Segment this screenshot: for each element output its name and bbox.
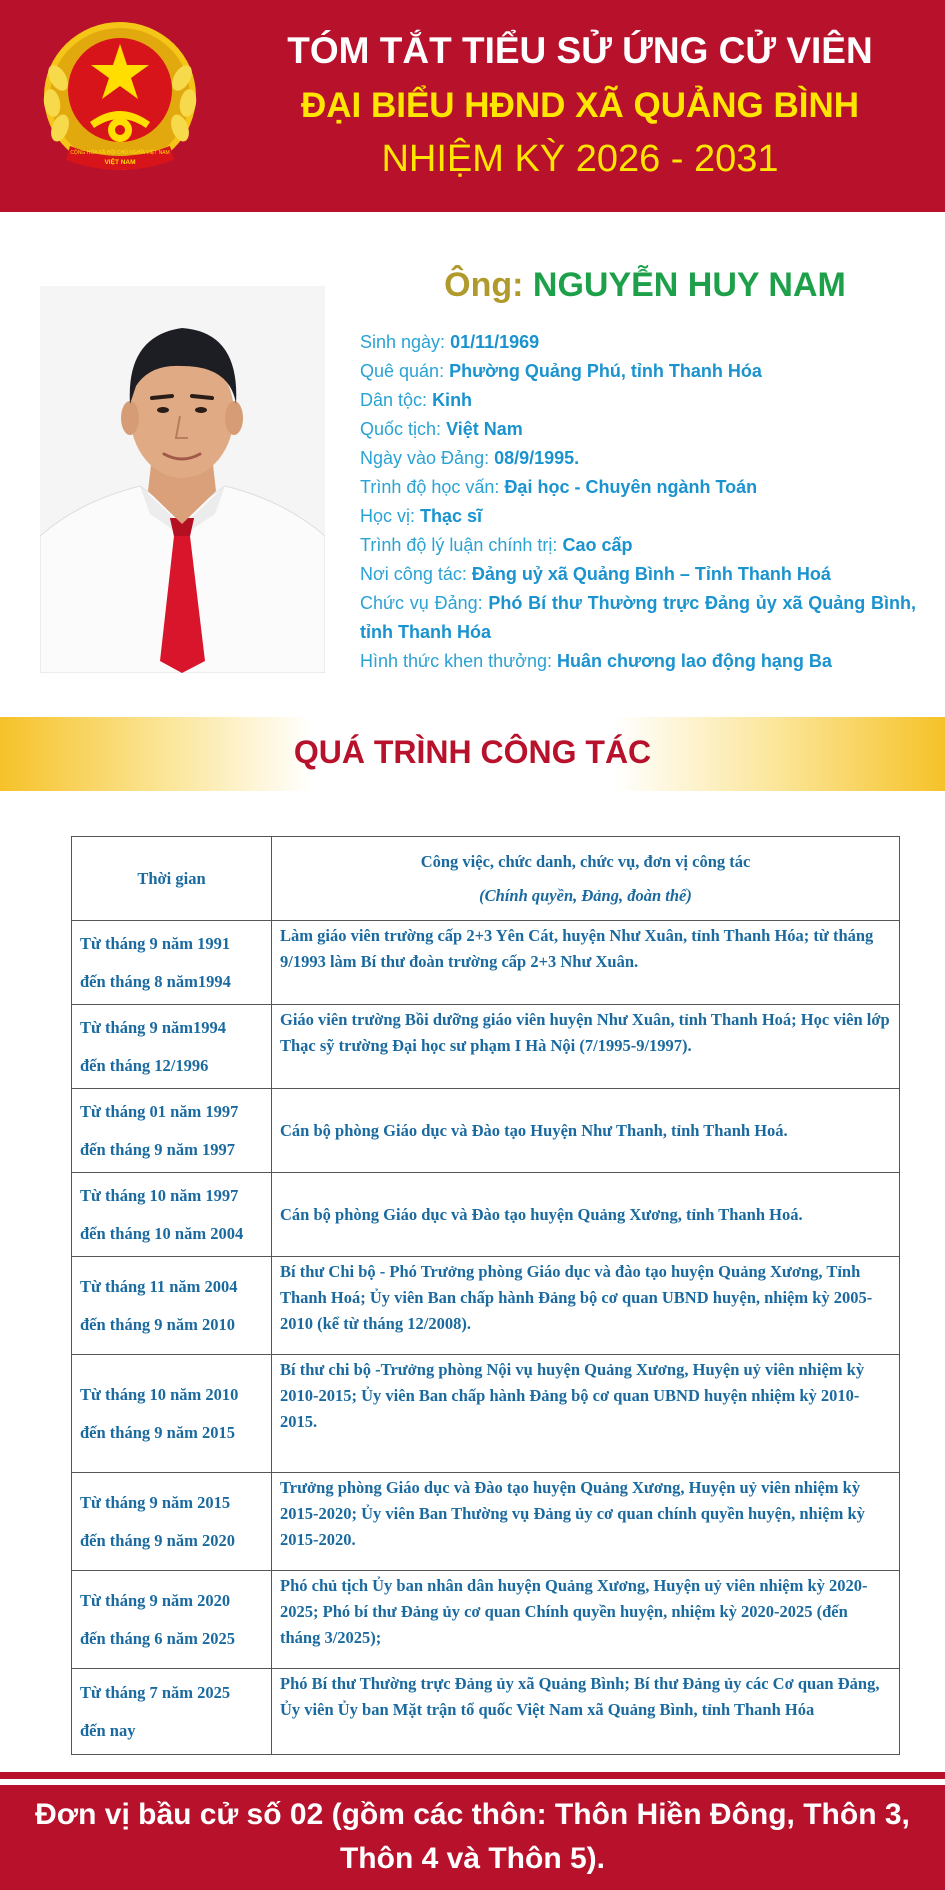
info-political-theory: Trình độ lý luận chính trị: Cao cấp bbox=[360, 535, 633, 555]
candidate-name: NGUYỄN HUY NAM bbox=[532, 266, 846, 304]
candidate-title: Ông: bbox=[444, 266, 524, 304]
table-row bbox=[72, 1005, 900, 1089]
row-time: Từ tháng 10 năm 1997 đến tháng 10 năm 2004 bbox=[72, 1173, 272, 1257]
row-desc: Trưởng phòng Giáo dục và Đào tạo huyện Quảng Xương, Huyện uỷ viên nhiệm kỳ 2015-2020; Ủy viên Ban Thường vụ Đảng ủy cơ quan chính quyền huyện, nhiệm kỳ 2015-2020. bbox=[272, 1473, 900, 1571]
row-desc: Bí thư Chi bộ - Phó Trưởng phòng Giáo dục và đào tạo huyện Quảng Xương, Tỉnh Thanh Hoá; Ủy viên Ban chấp hành Đảng bộ cơ quan UBND huyện, nhiệm kỳ 2005-2010 (kể từ tháng 12/2008). bbox=[272, 1257, 900, 1355]
candidate-name-row bbox=[360, 266, 930, 305]
table-row bbox=[72, 921, 900, 1005]
svg-text:VIỆT NAM: VIỆT NAM bbox=[104, 159, 136, 166]
footer-electoral-unit: Đơn vị bầu cử số 02 (gồm các thôn: Thôn Hiền Đông, Thôn 3, Thôn 4 và Thôn 5). bbox=[35, 1798, 910, 1875]
row-time: Từ tháng 11 năm 2004 đến tháng 9 năm 2010 bbox=[72, 1257, 272, 1355]
row-desc: Cán bộ phòng Giáo dục và Đào tạo Huyện Như Thanh, tỉnh Thanh Hoá. bbox=[272, 1089, 900, 1173]
info-education: Trình độ học vấn: Đại học - Chuyên ngành Toán bbox=[360, 477, 758, 497]
row-time: Từ tháng 10 năm 2010 đến tháng 9 năm 2015 bbox=[72, 1355, 272, 1473]
row-desc: Bí thư chi bộ -Trưởng phòng Nội vụ huyện Quảng Xương, Huyện uỷ viên nhiệm kỳ 2010-2015; Ủy viên Ban chấp hành Đảng bộ cơ quan UBND huyện nhiệm kỳ 2010-2015. bbox=[272, 1355, 900, 1473]
row-time: Từ tháng 9 năm1994 đến tháng 12/1996 bbox=[72, 1005, 272, 1089]
header-term: NHIỆM KỲ 2026 - 2031 bbox=[381, 138, 779, 180]
info-party-position: Chức vụ Đảng: Phó Bí thư Thường trực Đảng ủy xã Quảng Bình, tỉnh Thanh Hóa bbox=[360, 593, 916, 642]
row-time: Từ tháng 9 năm 2015 đến tháng 9 năm 2020 bbox=[72, 1473, 272, 1571]
info-awards: Hình thức khen thưởng: Huân chương lao động hạng Ba bbox=[360, 651, 832, 671]
table-row bbox=[72, 1473, 900, 1571]
candidate-info bbox=[360, 328, 916, 676]
header-title: TÓM TẮT TIỂU SỬ ỨNG CỬ VIÊN bbox=[287, 30, 873, 71]
info-hometown: Quê quán: Phường Quảng Phú, tỉnh Thanh Hóa bbox=[360, 361, 762, 381]
row-time: Từ tháng 7 năm 2025 đến nay bbox=[72, 1669, 272, 1755]
row-time: Từ tháng 9 năm 2020 đến tháng 6 năm 2025 bbox=[72, 1571, 272, 1669]
footer-divider bbox=[0, 1772, 945, 1779]
table-row bbox=[72, 1173, 900, 1257]
info-nationality: Quốc tịch: Việt Nam bbox=[360, 419, 523, 439]
national-emblem-icon bbox=[40, 18, 200, 180]
table-row bbox=[72, 1355, 900, 1473]
info-workplace: Nơi công tác: Đảng uỷ xã Quảng Bình – Tỉnh Thanh Hoá bbox=[360, 564, 831, 584]
info-birth-date: Sinh ngày: 01/11/1969 bbox=[360, 332, 540, 352]
row-desc: Phó chủ tịch Ủy ban nhân dân huyện Quảng Xương, Huyện uỷ viên nhiệm kỳ 2020-2025; Phó bí thư Đảng ủy cơ quan Chính quyền huyện, nhiệm kỳ 2020-2025 (đến tháng 3/2025); bbox=[272, 1571, 900, 1669]
header-subtitle: ĐẠI BIỂU HĐND XÃ QUẢNG BÌNH bbox=[300, 86, 860, 125]
table-header-row bbox=[72, 837, 900, 921]
row-desc: Giáo viên trường Bồi dưỡng giáo viên huyện Như Xuân, tỉnh Thanh Hoá; Học viên lớp Thạc sỹ trường Đại học sư phạm I Hà Nội (7/1995-9/1997). bbox=[272, 1005, 900, 1089]
emblem-ribbon-text: CỘNG HÒA XÃ HỘI CHỦ NGHĨA VIỆT NAM bbox=[70, 150, 170, 156]
row-desc: Làm giáo viên trường cấp 2+3 Yên Cát, huyện Như Xuân, tỉnh Thanh Hóa; từ tháng 9/1993 làm Bí thư đoàn trường cấp 2+3 Như Xuân. bbox=[272, 921, 900, 1005]
info-degree: Học vị: Thạc sĩ bbox=[360, 506, 483, 526]
candidate-photo bbox=[40, 286, 325, 673]
section-title: QUÁ TRÌNH CÔNG TÁC bbox=[293, 734, 652, 770]
table-row bbox=[72, 1669, 900, 1755]
table-row bbox=[72, 1257, 900, 1355]
row-time: Từ tháng 9 năm 1991 đến tháng 8 năm1994 bbox=[72, 921, 272, 1005]
table-row bbox=[72, 1571, 900, 1669]
work-history-table bbox=[71, 836, 900, 1755]
row-time: Từ tháng 01 năm 1997 đến tháng 9 năm 1997 bbox=[72, 1089, 272, 1173]
row-desc: Cán bộ phòng Giáo dục và Đào tạo huyện Quảng Xương, tỉnh Thanh Hoá. bbox=[272, 1173, 900, 1257]
info-party-join-date: Ngày vào Đảng: 08/9/1995. bbox=[360, 448, 580, 468]
col-time-header: Thời gian bbox=[72, 837, 272, 921]
table-row bbox=[72, 1089, 900, 1173]
col-desc-header: Công việc, chức danh, chức vụ, đơn vị công tác (Chính quyền, Đảng, đoàn thể) bbox=[272, 837, 900, 921]
info-ethnicity: Dân tộc: Kinh bbox=[360, 390, 473, 410]
row-desc: Phó Bí thư Thường trực Đảng ủy xã Quảng Bình; Bí thư Đảng ủy các Cơ quan Đảng, Ủy viên Ủy ban Mặt trận tổ quốc Việt Nam xã Quảng Bình, tỉnh Thanh Hóa bbox=[272, 1669, 900, 1755]
